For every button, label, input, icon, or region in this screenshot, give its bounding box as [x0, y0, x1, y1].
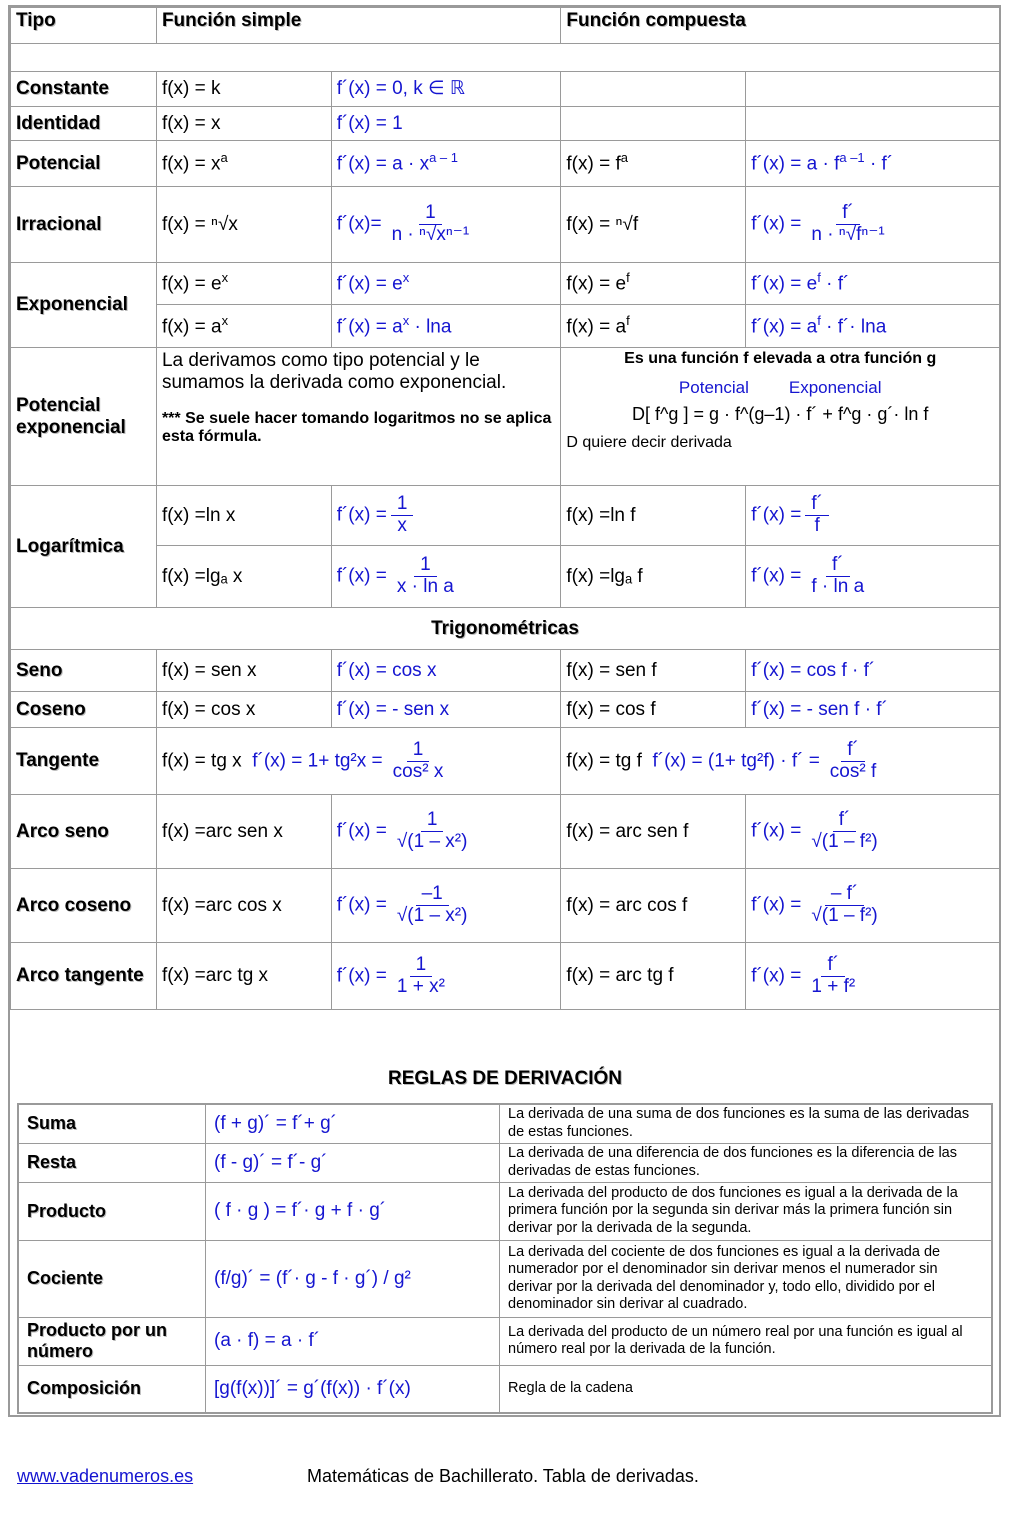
- derivatives-table: [10, 7, 1000, 1010]
- rule-row: Producto por un número (a · f) = a · f´ La derivada del producto de un número real por una función es igual al número real por la derivada de la función.: [18, 1317, 992, 1365]
- rule-row: Suma (f + g)´ = f´+ g´ La derivada de una suma de dos funciones es la suma de las derivadas de estas funciones.: [18, 1104, 992, 1143]
- potexp-ctitle: Es una función f elevada a otra función g: [624, 350, 937, 367]
- footer-text: Matemáticas de Bachillerato. Tabla de derivadas.: [307, 1466, 699, 1486]
- footer-link-wrap: [17, 1466, 193, 1487]
- footer-link[interactable]: www.vadenumeros.es: [17, 1466, 194, 1486]
- row-trig-title: [11, 608, 1000, 650]
- potexp-formula: D[ f^g ] = g · f^(g–1) · f´ + f^g · g´· ln f: [631, 403, 929, 424]
- row-exponencial-2: $f(x) = a^x$ f´(x) = $a^x \cdot \ln a$ $f(x) = a^f$ f´(x) = $a^f$ · f´· lna: [11, 305, 1000, 348]
- row-potencial-exponencial: [11, 348, 1000, 486]
- tipo-potencial: Potencial: [11, 141, 157, 187]
- tipo-identidad: Identidad: [11, 107, 157, 141]
- tipo-logaritmica: Logarítmica: [11, 486, 157, 608]
- potexp-note: D quiere decir derivada: [566, 433, 732, 451]
- tipo-constante: Constante: [11, 72, 157, 107]
- row-arcoseno: Arco seno f(x) =arc sen x f´(x) = $\frac{1}{\text{√(1 – x²)}}$ f(x) = arc sen f f´(x) = $\frac{f´}{\text{√(1 – f²)}}$: [11, 795, 1000, 869]
- header-tipo: Tipo: [11, 8, 157, 44]
- tipo-exponencial: Exponencial: [11, 263, 157, 348]
- row-log-1: Logarítmica f(x) =ln x f´(x) = $\frac{1}{x}$ f(x) =ln f f´(x) = $\frac{f´}{f}$: [11, 486, 1000, 546]
- rule-row: Producto ( f · g ) = f´· g + f · g´ La derivada del producto de dos funciones es igual a la derivada de la primera función por la segunda sin derivar más la primera función sin derivar por la derivada de la segunda.: [18, 1182, 992, 1240]
- f-constante: f(x) = k: [156, 72, 331, 107]
- row-constante: [11, 72, 1000, 107]
- rule-row: Resta (f - g)´ = f´- g´ La derivada de una diferencia de dos funciones es la diferencia de las derivadas de estas funciones.: [18, 1143, 992, 1182]
- spacer-row: [11, 44, 1000, 72]
- tipo-potexp: Potencial exponencial: [11, 348, 157, 486]
- row-arcotangente: Arco tangente f(x) =arc tg x f´(x) = $\frac{1}{\text{1 + x²}}$ f(x) = arc tg f f´(x) = $\frac{f´}{\text{1 + f²}}$: [11, 943, 1000, 1010]
- f-potencial: $f(x) = x^a$: [156, 141, 331, 187]
- header-compuesta: Función compuesta: [561, 8, 1000, 44]
- row-tangente: Tangente f(x) = tg x f´(x) = 1+ tg²x = $\frac{1}{\text{cos² x}}$ f(x) = tg f f´(x) = (1+ tg²f) · f´ = $\frac{f´}{\text{cos² f}}$: [11, 728, 1000, 795]
- row-coseno: Coseno f(x) = cos x f´(x) = - sen x f(x) = cos f f´(x) = - sen f · f´: [11, 692, 1000, 728]
- row-log-2: f(x) =lgₐ x f´(x) = $\frac{1}{\text{x · ln a}}$ f(x) =lgₐ f f´(x) = $\frac{f´}{\text{f · ln a}}$: [11, 546, 1000, 608]
- row-identidad: [11, 107, 1000, 141]
- d-irracional: f´(x)= $\frac{1}{\text{n · ⁿ√xⁿ⁻¹}}$: [331, 187, 561, 263]
- header-simple: Función simple: [156, 8, 560, 44]
- cf-potencial: $f(x) = f^a$: [561, 141, 746, 187]
- cd-irracional: f´(x) = $\frac{f´}{\text{n · ⁿ√fⁿ⁻¹}}$: [746, 187, 1000, 263]
- rules-table: [17, 1103, 993, 1414]
- label-exponencial: Exponencial: [788, 378, 882, 398]
- potexp-text1: La derivamos como tipo potencial y le sumamos la derivada como exponencial.: [161, 350, 507, 393]
- row-exponencial-1: Exponencial $f(x) = e^x$ f´(x) = $e^x$ $f(x) = e^f$ f´(x) = $e^f$ · f´: [11, 263, 1000, 305]
- potexp-text2: *** Se suele hacer tomando logaritmos no se aplica esta fórmula.: [161, 409, 552, 446]
- f-irracional: f(x) = ⁿ√x: [156, 187, 331, 263]
- row-arcocoseno: Arco coseno f(x) =arc cos x f´(x) = $\frac{-1}{\text{√(1 – x²)}}$ f(x) = arc cos f f´(x) = $\frac{- f´}{\text{√(1 – f²)}}$: [11, 869, 1000, 943]
- label-potencial: Potencial: [678, 378, 749, 398]
- d-identidad: f´(x) = 1: [331, 107, 561, 141]
- cf-irracional: f(x) = ⁿ√f: [561, 187, 746, 263]
- reglas-title: REGLAS DE DERIVACIÓN: [387, 1068, 622, 1089]
- row-irracional: [11, 187, 1000, 263]
- cd-potencial: f´(x) = $a \cdot f^{a -1}$ · f´: [746, 141, 1000, 187]
- d-potencial: f´(x) = $a \cdot x^{a - 1}$: [331, 141, 561, 187]
- d-constante: f´(x) = 0, k ∈ ℝ: [331, 72, 561, 107]
- tipo-irracional: Irracional: [11, 187, 157, 263]
- header-row: [11, 8, 1000, 44]
- row-potencial: [11, 141, 1000, 187]
- rule-row: Composición [g(f(x))]´ = g´(f(x)) · f´(x) Regla de la cadena: [18, 1365, 992, 1413]
- f-identidad: f(x) = x: [156, 107, 331, 141]
- rule-row: Cociente (f/g)´ = (f´· g - f · g´) / g² La derivada del cociente de dos funciones es igual a la derivada de numerador por el denominador sin derivar menos el numerador sin derivar por la derivada del denominador y, todo ello, dividido por el denominador sin derivar al cuadrado.: [18, 1240, 992, 1317]
- trig-title: Trigonométricas: [11, 608, 1000, 650]
- row-seno: Seno f(x) = sen x f´(x) = cos x f(x) = sen f f´(x) = cos f · f´: [11, 650, 1000, 692]
